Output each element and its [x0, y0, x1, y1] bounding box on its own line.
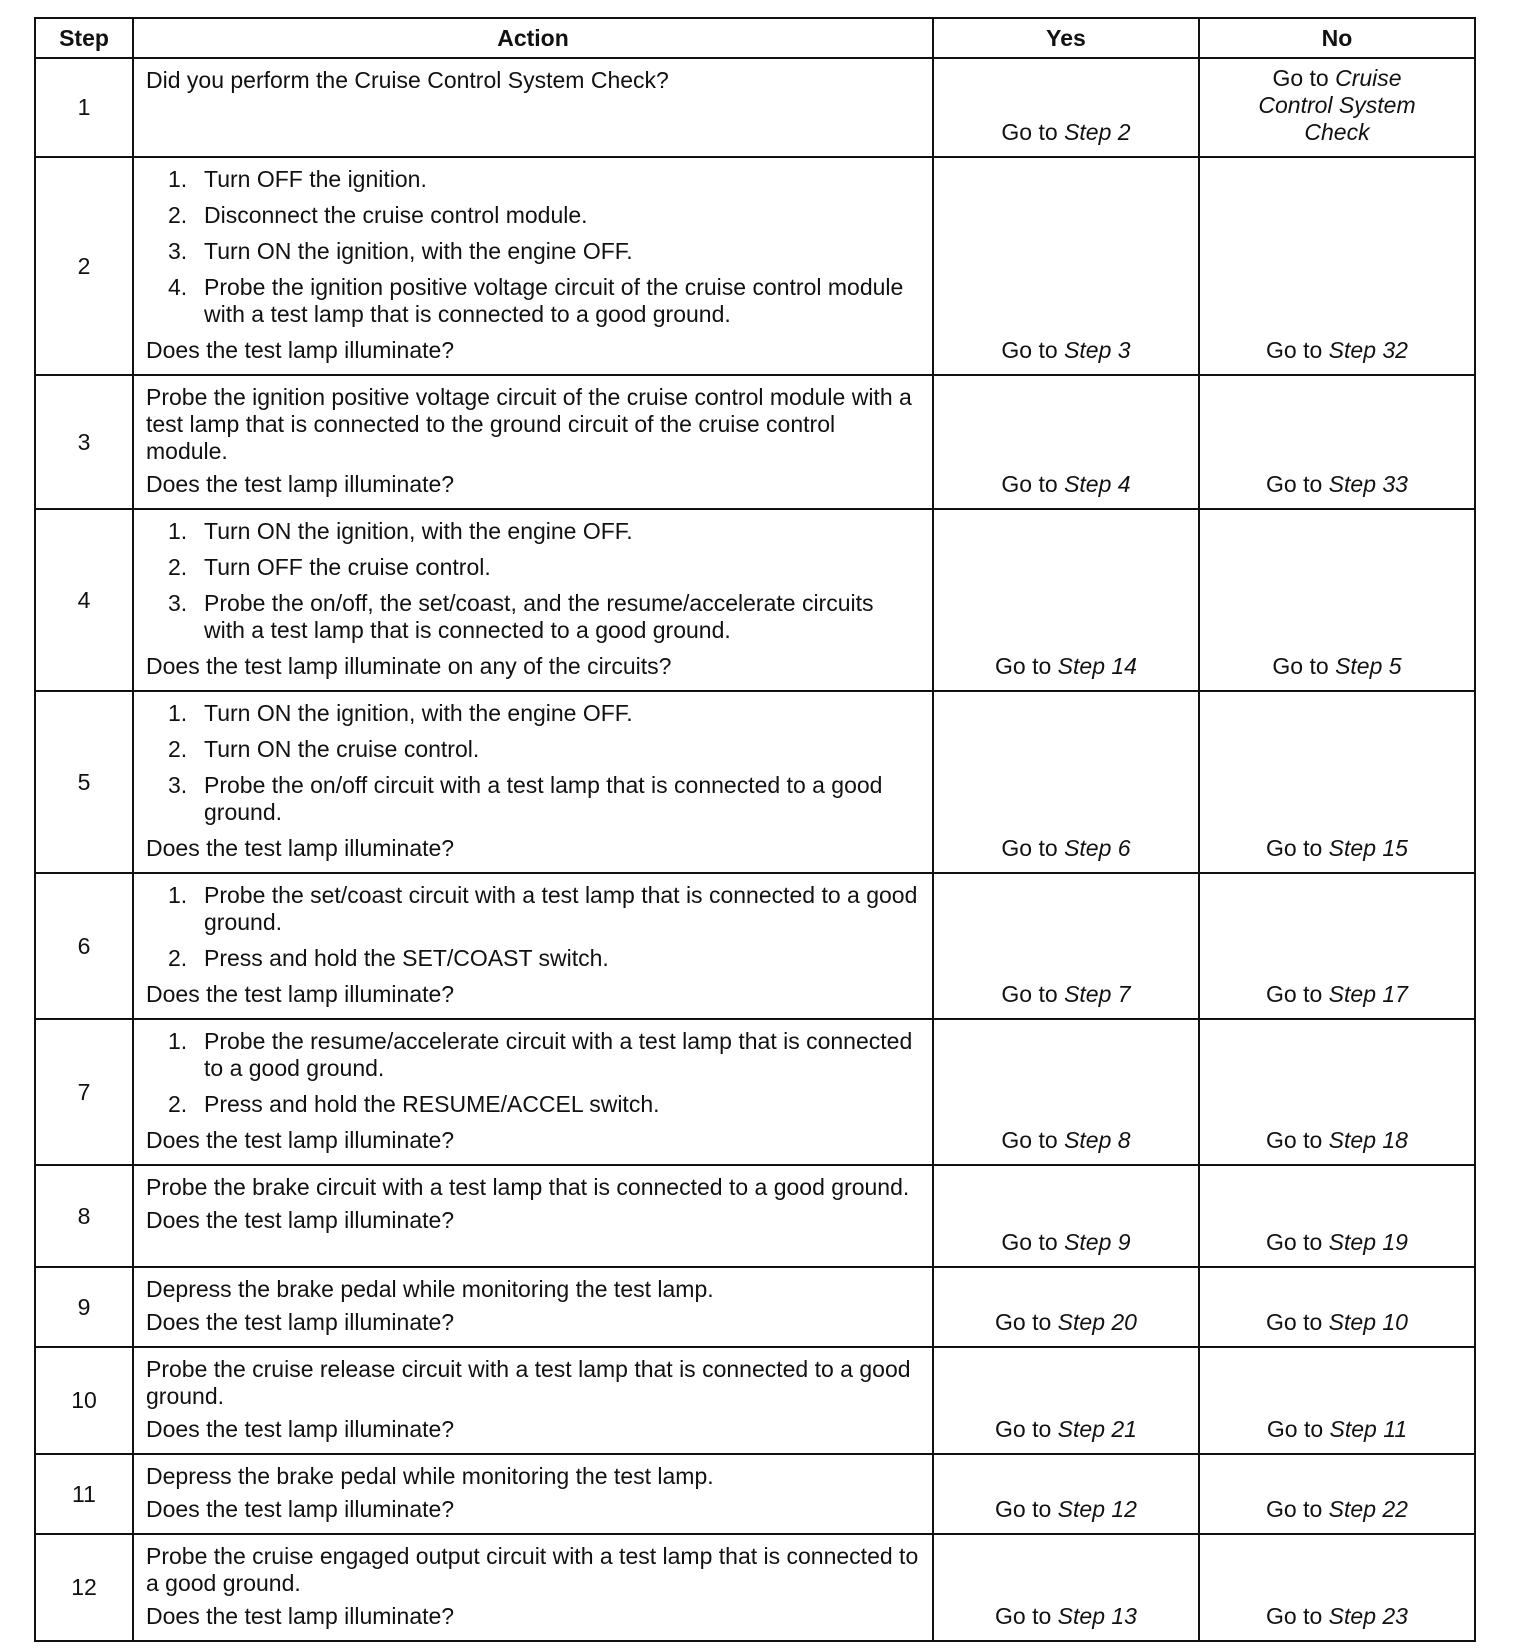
step-number: 3 — [35, 375, 133, 509]
action-step-number: 2. — [168, 736, 188, 762]
action-step-text: Press and hold the SET/COAST switch. — [204, 945, 609, 971]
no-go-to-prefix: Go to — [1266, 1229, 1323, 1255]
no-go-to-prefix: Go to — [1272, 65, 1329, 91]
yes-result — [933, 509, 1199, 691]
action-step-item — [146, 238, 920, 265]
no-result — [1199, 1019, 1475, 1165]
table-row — [35, 509, 1475, 691]
action-step-item — [146, 554, 920, 581]
no-target: Step 32 — [1328, 337, 1408, 363]
step-number: 1 — [35, 58, 133, 157]
yes-target: Step 13 — [1057, 1603, 1137, 1629]
no-go-to-prefix: Go to — [1266, 1603, 1323, 1629]
action-cell — [133, 157, 933, 375]
header-yes: Yes — [933, 18, 1199, 58]
action-step-item — [146, 700, 920, 727]
no-target: Step 22 — [1328, 1496, 1408, 1522]
no-target: Step 11 — [1329, 1416, 1408, 1442]
action-cell — [133, 873, 933, 1019]
action-step-item — [146, 590, 920, 644]
action-step-text: Probe the on/off circuit with a test lamp that is connected to a good ground. — [204, 772, 883, 825]
action-step-number: 1. — [168, 166, 188, 192]
action-step-number: 4. — [168, 274, 188, 300]
table-row — [35, 375, 1475, 509]
step-number: 11 — [35, 1454, 133, 1534]
no-go-to-prefix: Go to — [1266, 1127, 1323, 1153]
action-cell — [133, 1267, 933, 1347]
action-question: Does the test lamp illuminate? — [146, 835, 455, 861]
action-step-text: Turn ON the ignition, with the engine OFF. — [204, 700, 633, 726]
no-result — [1199, 1534, 1475, 1641]
no-result — [1199, 375, 1475, 509]
yes-go-to-prefix: Go to — [1001, 981, 1058, 1007]
yes-target: Step 14 — [1057, 653, 1137, 679]
yes-go-to-prefix: Go to — [995, 1496, 1052, 1522]
action-step-number: 1. — [168, 518, 188, 544]
yes-go-to-prefix: Go to — [1001, 1127, 1058, 1153]
no-go-to-prefix: Go to — [1266, 981, 1323, 1007]
step-number: 5 — [35, 691, 133, 873]
action-step-number: 3. — [168, 590, 188, 616]
header-action: Action — [133, 18, 933, 58]
header-no: No — [1199, 18, 1475, 58]
yes-result — [933, 873, 1199, 1019]
action-cell — [133, 58, 933, 157]
yes-result — [933, 157, 1199, 375]
action-step-text: Probe the set/coast circuit with a test lamp that is connected to a good ground. — [204, 882, 918, 935]
yes-target: Step 7 — [1064, 981, 1131, 1007]
action-step-number: 3. — [168, 238, 188, 264]
diagnostic-table — [34, 17, 1476, 1642]
table-row — [35, 1347, 1475, 1454]
action-step-item — [146, 202, 920, 229]
action-step-item — [146, 736, 920, 763]
action-step-text: Turn OFF the ignition. — [204, 166, 427, 192]
action-steps-list — [146, 700, 920, 826]
no-go-to-prefix: Go to — [1266, 1496, 1323, 1522]
table-row — [35, 691, 1475, 873]
table-row — [35, 1165, 1475, 1267]
action-question: Does the test lamp illuminate? — [146, 1496, 455, 1522]
action-step-item — [146, 274, 920, 328]
action-intro: Did you perform the Cruise Control System Check? — [146, 67, 669, 93]
table-row — [35, 873, 1475, 1019]
action-step-number: 2. — [168, 1091, 188, 1117]
yes-go-to-prefix: Go to — [995, 1603, 1052, 1629]
yes-result — [933, 1534, 1199, 1641]
action-step-text: Turn OFF the cruise control. — [204, 554, 491, 580]
yes-go-to-prefix: Go to — [995, 653, 1052, 679]
action-question: Does the test lamp illuminate? — [146, 1416, 455, 1442]
yes-result — [933, 1347, 1199, 1454]
yes-target: Step 9 — [1064, 1229, 1131, 1255]
yes-result — [933, 375, 1199, 509]
action-intro: Probe the cruise release circuit with a test lamp that is connected to a good ground. — [146, 1356, 911, 1409]
table-body — [35, 58, 1475, 1641]
no-target: Step 19 — [1328, 1229, 1408, 1255]
yes-target: Step 20 — [1057, 1309, 1137, 1335]
action-step-item — [146, 882, 920, 936]
step-number: 2 — [35, 157, 133, 375]
no-result — [1199, 157, 1475, 375]
yes-target: Step 12 — [1057, 1496, 1137, 1522]
no-result — [1199, 1267, 1475, 1347]
header-row — [35, 18, 1475, 58]
action-step-number: 3. — [168, 772, 188, 798]
yes-result — [933, 691, 1199, 873]
no-result — [1199, 509, 1475, 691]
action-question: Does the test lamp illuminate? — [146, 981, 455, 1007]
yes-target: Step 2 — [1064, 119, 1131, 145]
action-intro: Probe the brake circuit with a test lamp that is connected to a good ground. — [146, 1174, 910, 1200]
table-row — [35, 1267, 1475, 1347]
yes-target: Step 3 — [1064, 337, 1131, 363]
action-cell — [133, 1347, 933, 1454]
action-step-item — [146, 166, 920, 193]
no-result — [1199, 58, 1475, 157]
yes-result — [933, 1165, 1199, 1267]
yes-result — [933, 1019, 1199, 1165]
no-result — [1199, 1454, 1475, 1534]
yes-result — [933, 1267, 1199, 1347]
action-step-number: 2. — [168, 554, 188, 580]
no-result — [1199, 1347, 1475, 1454]
yes-go-to-prefix: Go to — [1001, 337, 1058, 363]
action-cell — [133, 509, 933, 691]
action-cell — [133, 691, 933, 873]
yes-go-to-prefix: Go to — [995, 1416, 1052, 1442]
no-target: Step 23 — [1328, 1603, 1408, 1629]
no-target: Step 33 — [1328, 471, 1408, 497]
action-step-number: 2. — [168, 202, 188, 228]
action-steps-list — [146, 882, 920, 972]
step-number: 7 — [35, 1019, 133, 1165]
action-question: Does the test lamp illuminate? — [146, 471, 455, 497]
no-go-to-prefix: Go to — [1272, 653, 1329, 679]
no-target: Step 18 — [1328, 1127, 1408, 1153]
action-intro: Depress the brake pedal while monitoring the test lamp. — [146, 1276, 714, 1302]
action-step-number: 2. — [168, 945, 188, 971]
no-target: Step 17 — [1328, 981, 1408, 1007]
action-cell — [133, 375, 933, 509]
no-target: Step 15 — [1328, 835, 1408, 861]
yes-go-to-prefix: Go to — [1001, 835, 1058, 861]
action-question: Does the test lamp illuminate? — [146, 1207, 455, 1233]
yes-target: Step 6 — [1064, 835, 1131, 861]
action-step-number: 1. — [168, 700, 188, 726]
no-result — [1199, 691, 1475, 873]
step-number: 10 — [35, 1347, 133, 1454]
action-step-text: Probe the on/off, the set/coast, and the resume/accelerate circuits with a test lamp that is connected to a good ground. — [204, 590, 874, 643]
table-row — [35, 58, 1475, 157]
action-steps-list — [146, 1028, 920, 1118]
action-step-text: Disconnect the cruise control module. — [204, 202, 588, 228]
no-result — [1199, 873, 1475, 1019]
no-go-to-prefix: Go to — [1266, 471, 1323, 497]
step-number: 4 — [35, 509, 133, 691]
table-row — [35, 157, 1475, 375]
action-step-item — [146, 772, 920, 826]
action-question: Does the test lamp illuminate? — [146, 1309, 455, 1335]
action-question: Does the test lamp illuminate? — [146, 1127, 455, 1153]
step-number: 6 — [35, 873, 133, 1019]
action-intro: Probe the ignition positive voltage circuit of the cruise control module with a test lamp that is connected to the ground circuit of the cruise control module. — [146, 384, 912, 464]
action-step-item — [146, 1091, 920, 1118]
action-step-number: 1. — [168, 1028, 188, 1054]
action-cell — [133, 1019, 933, 1165]
action-intro: Depress the brake pedal while monitoring the test lamp. — [146, 1463, 714, 1489]
action-step-text: Turn ON the cruise control. — [204, 736, 480, 762]
action-step-item — [146, 518, 920, 545]
action-cell — [133, 1165, 933, 1267]
yes-go-to-prefix: Go to — [1001, 119, 1058, 145]
action-cell — [133, 1534, 933, 1641]
yes-go-to-prefix: Go to — [1001, 1229, 1058, 1255]
header-step: Step — [35, 18, 133, 58]
no-go-to-prefix: Go to — [1266, 1309, 1323, 1335]
yes-target: Step 4 — [1064, 471, 1131, 497]
yes-result — [933, 58, 1199, 157]
action-step-text: Turn ON the ignition, with the engine OFF. — [204, 238, 633, 264]
step-number: 9 — [35, 1267, 133, 1347]
no-go-to-prefix: Go to — [1266, 1416, 1324, 1442]
action-cell — [133, 1454, 933, 1534]
action-steps-list — [146, 166, 920, 328]
action-step-item — [146, 1028, 920, 1082]
yes-go-to-prefix: Go to — [1001, 471, 1058, 497]
table-row — [35, 1454, 1475, 1534]
action-question: Does the test lamp illuminate? — [146, 1603, 455, 1629]
action-step-text: Press and hold the RESUME/ACCEL switch. — [204, 1091, 660, 1117]
yes-target: Step 8 — [1064, 1127, 1131, 1153]
yes-go-to-prefix: Go to — [995, 1309, 1052, 1335]
action-question: Does the test lamp illuminate on any of the circuits? — [146, 653, 672, 679]
no-go-to-prefix: Go to — [1266, 835, 1323, 861]
action-step-item — [146, 945, 920, 972]
no-result — [1199, 1165, 1475, 1267]
action-step-text: Probe the ignition positive voltage circuit of the cruise control module with a test lamp that is connected to a good ground. — [204, 274, 904, 327]
step-number: 12 — [35, 1534, 133, 1641]
action-steps-list — [146, 518, 920, 644]
yes-target: Step 21 — [1057, 1416, 1137, 1442]
table-row — [35, 1019, 1475, 1165]
no-target: Step 5 — [1335, 653, 1402, 679]
action-step-text: Probe the resume/accelerate circuit with a test lamp that is connected to a good ground. — [204, 1028, 913, 1081]
table-row — [35, 1534, 1475, 1641]
yes-result — [933, 1454, 1199, 1534]
no-target: Step 10 — [1328, 1309, 1408, 1335]
action-intro: Probe the cruise engaged output circuit with a test lamp that is connected to a good ground. — [146, 1543, 919, 1596]
step-number: 8 — [35, 1165, 133, 1267]
no-go-to-prefix: Go to — [1266, 337, 1323, 363]
action-step-text: Turn ON the ignition, with the engine OFF. — [204, 518, 633, 544]
action-question: Does the test lamp illuminate? — [146, 337, 455, 363]
no-target: Cruise Control System Check — [1258, 65, 1416, 145]
action-step-number: 1. — [168, 882, 188, 908]
